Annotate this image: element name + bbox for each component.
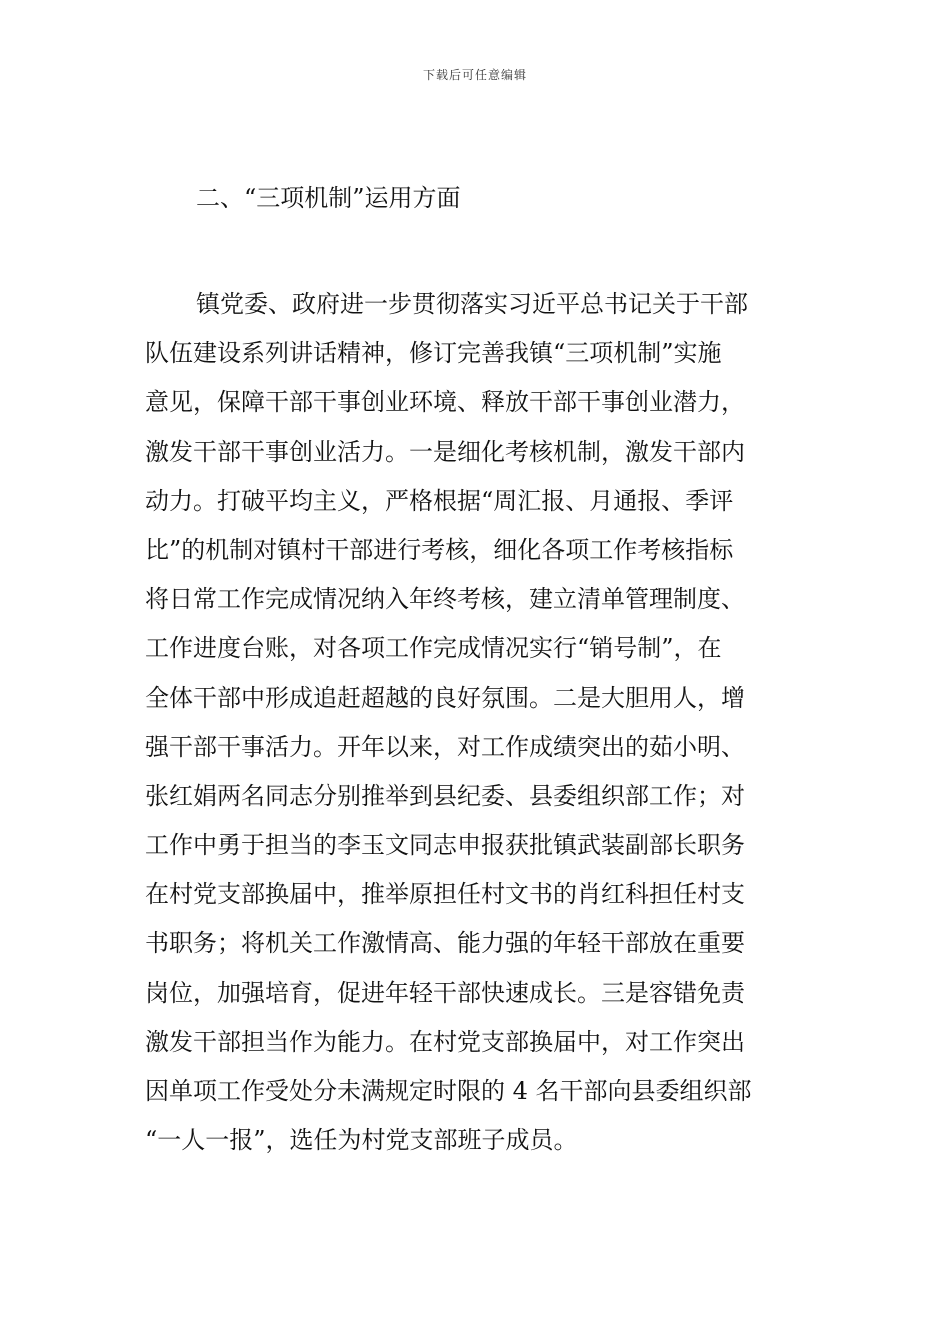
paragraph-line: 在村党支部换届中，推举原担任村文书的肖红科担任村支 [145,880,745,909]
paragraph-line: 岗位，加强培育，促进年轻干部快速成长。三是容错免责 [145,978,745,1007]
paragraph-line: 激发干部干事创业活力。一是细化考核机制，激发干部内 [145,437,745,466]
paragraph-line: 将日常工作完成情况纳入年终考核，建立清单管理制度、 [145,585,745,614]
paragraph-line: 队伍建设系列讲话精神，修订完善我镇“三项机制”实施 [145,339,722,368]
paragraph-line: 强干部干事活力。开年以来，对工作成绩突出的茹小明、 [145,732,745,761]
paragraph-line: 比”的机制对镇村干部进行考核，细化各项工作考核指标 [145,535,734,564]
paragraph-line: 因单项工作受处分未满规定时限的 4 名干部向县委组织部 [145,1077,752,1105]
paragraph-line: 动力。打破平均主义，严格根据“周汇报、月通报、季评 [145,486,734,515]
paragraph-line: 全体干部中形成追赶超越的良好氛围。二是大胆用人，增 [145,683,745,712]
paragraph-line: 张红娟两名同志分别推举到县纪委、县委组织部工作；对 [145,781,745,810]
section-heading: 二、“三项机制”运用方面 [196,184,461,212]
paragraph-line: 镇党委、政府进一步贯彻落实习近平总书记关于干部 [196,290,748,318]
body-paragraph [145,280,825,1165]
paragraph-line: 工作进度台账，对各项工作完成情况实行“销号制”，在 [145,634,722,663]
paragraph-line: 工作中勇于担当的李玉文同志申报获批镇武装副部长职务 [145,831,745,860]
page-header: 下载后可任意编辑 [422,68,527,82]
paragraph-line: 激发干部担当作为能力。在村党支部换届中，对工作突出 [145,1027,745,1056]
paragraph-line: 意见，保障干部干事创业环境、释放干部干事创业潜力， [145,388,745,417]
paragraph-line: 书职务；将机关工作激情高、能力强的年轻干部放在重要 [145,929,745,958]
paragraph-line: “一人一报”，选任为村党支部班子成员。 [145,1126,578,1155]
